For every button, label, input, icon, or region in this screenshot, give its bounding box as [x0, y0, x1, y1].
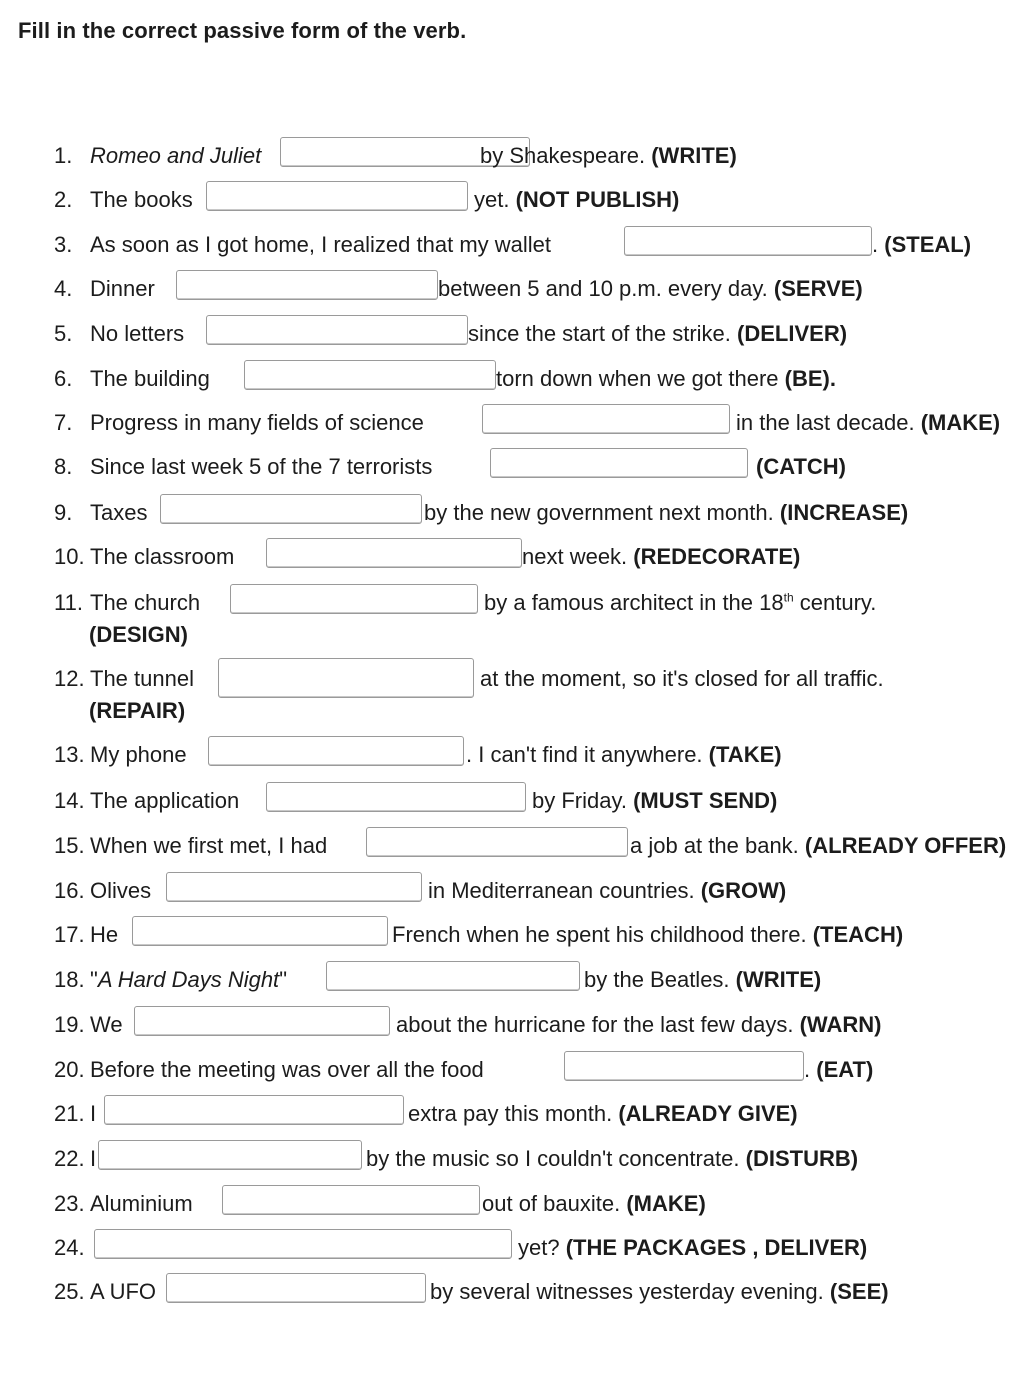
- question-number: 17.: [54, 922, 85, 947]
- sentence-end: by the new government next month. (INCREASE): [424, 500, 909, 525]
- sentence-start: "A Hard Days Night": [90, 967, 287, 992]
- sentence-end: French when he spent his childhood there. (TEACH): [392, 922, 904, 947]
- sentence-start: I: [90, 1101, 97, 1126]
- sentence-start: The church: [90, 590, 201, 615]
- question-3: [54, 226, 1024, 260]
- answer-input-18[interactable]: [326, 961, 580, 991]
- sentence-end: by several witnesses yesterday evening. (SEE): [430, 1279, 889, 1304]
- answer-input-5[interactable]: [206, 315, 468, 345]
- sentence-start: Olives: [90, 878, 152, 903]
- answer-input-25[interactable]: [166, 1273, 426, 1303]
- sentence-start: The application: [90, 788, 240, 813]
- sentence-start: We: [90, 1012, 123, 1037]
- question-12: [54, 658, 1024, 724]
- question-number: 24.: [54, 1235, 85, 1260]
- sentence-end: yet. (NOT PUBLISH): [474, 187, 680, 212]
- answer-input-8[interactable]: [490, 448, 748, 478]
- question-4: [54, 270, 1024, 304]
- sentence-start: Dinner: [90, 276, 155, 301]
- question-24: [54, 1229, 1024, 1263]
- answer-input-6[interactable]: [244, 360, 496, 390]
- question-17: [54, 916, 1024, 950]
- question-number: 2.: [54, 187, 73, 212]
- sentence-start: A UFO: [90, 1279, 157, 1304]
- question-number: 15.: [54, 833, 85, 858]
- sentence-end: . (EAT): [804, 1057, 874, 1082]
- sentence-end: torn down when we got there (BE).: [496, 366, 836, 391]
- answer-input-9[interactable]: [160, 494, 422, 524]
- question-23: [54, 1185, 1024, 1219]
- answer-input-23[interactable]: [222, 1185, 480, 1215]
- sentence-start: The building: [90, 366, 210, 391]
- question-1: [54, 137, 1024, 171]
- sentence-end: extra pay this month. (ALREADY GIVE): [408, 1101, 798, 1126]
- question-13: [54, 736, 1024, 770]
- question-number: 25.: [54, 1279, 85, 1304]
- sentence-end: a job at the bank. (ALREADY OFFER): [630, 833, 1007, 858]
- question-number: 20.: [54, 1057, 85, 1082]
- question-number: 19.: [54, 1012, 85, 1037]
- question-10: [54, 538, 1024, 572]
- sentence-start: The classroom: [90, 544, 235, 569]
- answer-input-13[interactable]: [208, 736, 464, 766]
- sentence-start: Taxes: [90, 500, 148, 525]
- question-number: 13.: [54, 742, 85, 767]
- question-18: [54, 961, 1024, 995]
- answer-input-3[interactable]: [624, 226, 872, 256]
- sentence-end: since the start of the strike. (DELIVER): [468, 321, 848, 346]
- sentence-end: by a famous architect in the 18th century.: [484, 590, 877, 615]
- question-number: 12.: [54, 666, 85, 691]
- answer-input-21[interactable]: [104, 1095, 404, 1125]
- question-number: 3.: [54, 232, 73, 257]
- sentence-start: Progress in many fields of science: [90, 410, 424, 435]
- answer-input-24[interactable]: [94, 1229, 512, 1259]
- sentence-end: by the Beatles. (WRITE): [584, 967, 822, 992]
- sentence-start: He: [90, 922, 119, 947]
- question-21: [54, 1095, 1024, 1129]
- answer-input-11[interactable]: [230, 584, 478, 614]
- sentence-end: yet? (THE PACKAGES , DELIVER): [518, 1235, 868, 1260]
- answer-input-12[interactable]: [218, 658, 474, 698]
- question-number: 7.: [54, 410, 73, 435]
- answer-input-15[interactable]: [366, 827, 628, 857]
- sentence-end: (CATCH): [756, 454, 847, 479]
- sentence-start: When we first met, I had: [90, 833, 328, 858]
- sentence-end: . I can't find it anywhere. (TAKE): [466, 742, 782, 767]
- sentence-start: I: [90, 1146, 97, 1171]
- question-number: 9.: [54, 500, 73, 525]
- question-19: [54, 1006, 1024, 1040]
- sentence-end: by Shakespeare. (WRITE): [480, 143, 737, 168]
- sentence-end: about the hurricane for the last few days. (WARN): [396, 1012, 882, 1037]
- question-16: [54, 872, 1024, 906]
- question-5: [54, 315, 1024, 349]
- question-number: 1.: [54, 143, 73, 168]
- answer-input-4[interactable]: [176, 270, 438, 300]
- answer-input-14[interactable]: [266, 782, 526, 812]
- question-number: 16.: [54, 878, 85, 903]
- answer-input-7[interactable]: [482, 404, 730, 434]
- question-11: [54, 584, 1024, 650]
- sentence-start: Aluminium: [90, 1191, 193, 1216]
- question-6: [54, 360, 1024, 394]
- sentence-start: My phone: [90, 742, 187, 767]
- question-number: 10.: [54, 544, 85, 569]
- answer-input-10[interactable]: [266, 538, 522, 568]
- answer-input-16[interactable]: [166, 872, 422, 902]
- sentence-end: in the last decade. (MAKE): [736, 410, 1001, 435]
- question-number: 8.: [54, 454, 73, 479]
- question-number: 5.: [54, 321, 73, 346]
- question-number: 23.: [54, 1191, 85, 1216]
- sentence-end: out of bauxite. (MAKE): [482, 1191, 706, 1216]
- sentence-end: next week. (REDECORATE): [522, 544, 801, 569]
- sentence-end: . (STEAL): [872, 232, 972, 257]
- sentence-start: Romeo and Juliet: [90, 143, 262, 168]
- sentence-start: Since last week 5 of the 7 terrorists: [90, 454, 433, 479]
- sentence-end: between 5 and 10 p.m. every day. (SERVE): [438, 276, 863, 301]
- question-number: 22.: [54, 1146, 85, 1171]
- answer-input-19[interactable]: [134, 1006, 390, 1036]
- sentence-start: As soon as I got home, I realized that my wallet: [90, 232, 552, 257]
- question-22: [54, 1140, 1024, 1174]
- question-number: 11.: [54, 590, 83, 615]
- sentence-start: The tunnel: [90, 666, 194, 691]
- question-14: [54, 782, 1024, 816]
- answer-input-17[interactable]: [132, 916, 388, 946]
- worksheet-title: Fill in the correct passive form of the verb.: [18, 18, 467, 43]
- question-8: [54, 448, 1024, 482]
- question-15: [54, 827, 1024, 861]
- sentence-start: Before the meeting was over all the food: [90, 1057, 484, 1082]
- sentence-end: at the moment, so it's closed for all traffic.: [480, 666, 884, 691]
- sentence-start: The books: [90, 187, 193, 212]
- answer-input-2[interactable]: [206, 181, 468, 211]
- sentence-end: by Friday. (MUST SEND): [532, 788, 778, 813]
- question-number: 18.: [54, 967, 85, 992]
- sentence-start: No letters: [90, 321, 185, 346]
- question-number: 6.: [54, 366, 73, 391]
- verb-hint: (DESIGN): [89, 622, 188, 647]
- question-2: [54, 181, 1024, 215]
- question-number: 4.: [54, 276, 73, 301]
- question-number: 14.: [54, 788, 85, 813]
- sentence-end: by the music so I couldn't concentrate. (DISTURB): [366, 1146, 859, 1171]
- question-number: 21.: [54, 1101, 85, 1126]
- question-25: [54, 1273, 1024, 1307]
- answer-input-20[interactable]: [564, 1051, 804, 1081]
- question-7: [54, 404, 1024, 438]
- question-9: [54, 494, 1024, 528]
- answer-input-22[interactable]: [98, 1140, 362, 1170]
- verb-hint: (REPAIR): [89, 698, 186, 723]
- question-20: [54, 1051, 1024, 1085]
- sentence-end: in Mediterranean countries. (GROW): [428, 878, 787, 903]
